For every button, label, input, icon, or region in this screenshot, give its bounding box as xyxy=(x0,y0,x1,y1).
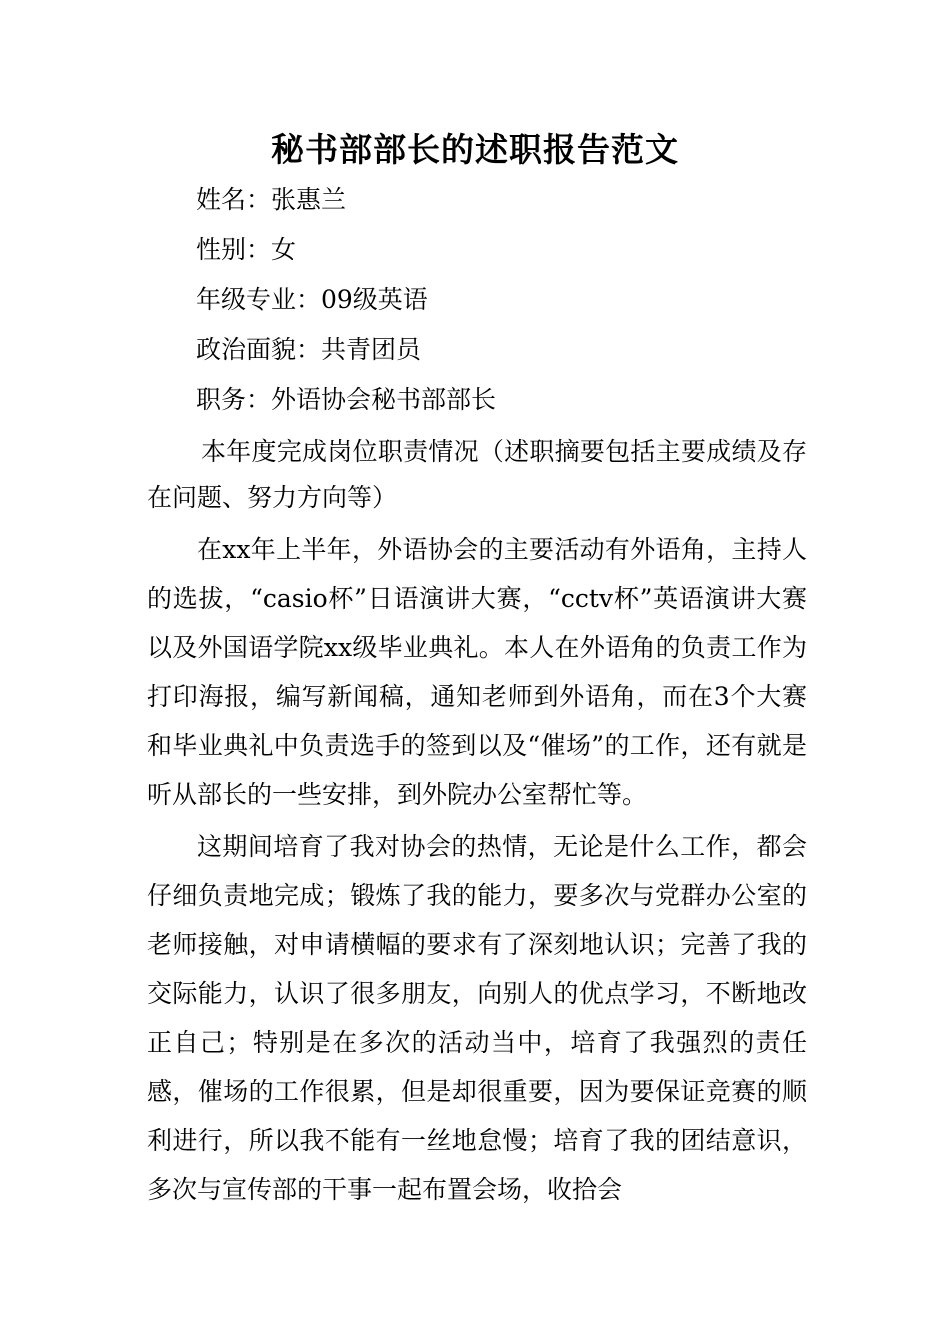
info-position: 职务：外语协会秘书部部长 xyxy=(196,385,497,414)
info-major: 年级专业：09级英语 xyxy=(196,285,428,314)
paragraph-growth: 这期间培育了我对协会的热情，无论是什么工作，都会仔细负责地完成；锻炼了我的能力，要多次与党群办公室的老师接触，对申请横幅的要求有了深刻地认识；完善了我的交际能力，认识了很多朋友，向别人的优点学习，不断地改正自己；特别是在多次的活动当中，培育了我强烈的责任感，催场的工作很累，但是却很重要，因为要保证竞赛的顺利进行，所以我不能有一丝地怠慢；培育了我的团结意识，多次与宣传部的干事一起布置会场，收拾会 xyxy=(147,832,807,1204)
document-title: 秘书部部长的述职报告范文 xyxy=(271,130,679,169)
paragraph-summary-heading: 本年度完成岗位职责情况（述职摘要包括主要成绩及存在问题、努力方向等） xyxy=(147,437,807,512)
info-gender: 性别：女 xyxy=(196,235,297,264)
info-political-status: 政治面貌：共青团员 xyxy=(196,335,422,364)
paragraph-activities: 在xx年上半年，外语协会的主要活动有外语角，主持人的选拔，“casio杯”日语演讲大赛，“cctv杯”英语演讲大赛以及外国语学院xx级毕业典礼。本人在外语角的负责工作为打印海报，编写新闻稿，通知老师到外语角，而在3个大赛和毕业典礼中负责选手的签到以及“催场”的工作，还有就是听从部长的一些安排，到外院办公室帮忙等。 xyxy=(147,535,807,809)
info-name: 姓名：张惠兰 xyxy=(196,185,347,214)
